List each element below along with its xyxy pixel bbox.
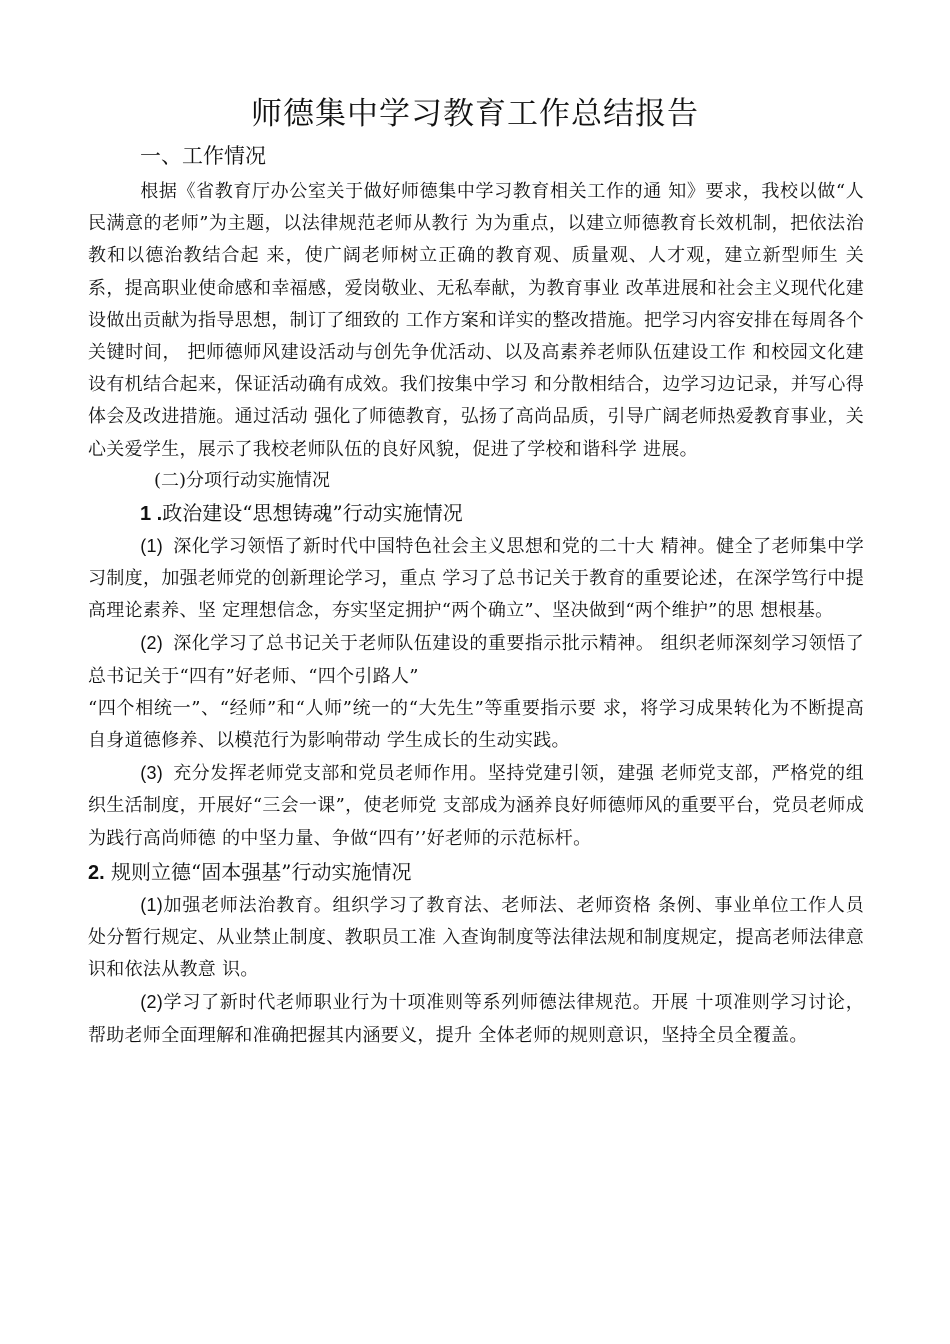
point-text: 深化学习了总书记关于老师队伍建设的重要指示批示精神。 组织老师深刻学习领悟了总书记关于“四有”好老师、“四个引路人” xyxy=(88,633,864,687)
point-text: 深化学习领悟了新时代中国特色社会主义思想和党的二十大 精神。健全了老师集中学习制度，加强老师党的创新理论学习，重点 学习了总书记关于教育的重要论述，在深学笃行中提高理论素养、坚 定理想信念，夯实坚定拥护“两个确立”、坚决做到“两个维护”的思 想根基。 xyxy=(88,535,864,622)
point-paragraph xyxy=(88,627,864,692)
section-paragraph-overview: 根据《省教育厅办公室关于做好师德集中学习教育相关工作的通 知》要求，我校以做“人民满意的老师”为主题，以法律规范老师从教行 为为重点，以建立师德教育长效机制，把依法治教和以德治教结合起 来，使广阔老师树立正确的教育观、质量观、人才观，建立新型师生 关系，提高职业使命感和幸福感，爱岗敬业、无私奉献，为教育事业 改革进展和社会主义现代化建设做出贡献为指导思想，制订了细致的 工作方案和详实的整改措施。把学习内容安排在每周各个关键时间， 把师德师风建设活动与创先争优活动、以及高素养老师队伍建设工作 和校园文化建设有机结合起来，保证活动确有成效。我们按集中学习 和分散相结合，边学习边记录，并写心得体会及改进措施。通过活动 强化了师德教育，弘扬了高尚品质，引导广阔老师热爱教育事业，关 心关爱学生，展示了我校老师队伍的良好风貌，促进了学校和谐科学 进展。 xyxy=(88,181,864,460)
point-paragraph xyxy=(88,986,864,1051)
document-body xyxy=(88,140,864,1052)
point-paragraph xyxy=(88,757,864,855)
item-heading-rules xyxy=(88,855,864,889)
point-marker: (3) xyxy=(140,763,164,784)
point-text: 加强老师法治教育。组织学习了教育法、老师法、老师资格 条例、事业单位工作人员处分暂行规定、从业禁止制度、教职员工准 入查询制度等法律法规和制度规定，提高老师法律意识和依法从教意 识。 xyxy=(88,894,864,981)
point-paragraph xyxy=(88,889,864,987)
item-heading-political xyxy=(88,496,864,530)
item-number: 2. xyxy=(88,861,105,884)
point-marker: (2) xyxy=(140,992,164,1013)
item-number: 1 . xyxy=(140,502,163,525)
point-marker: (2) xyxy=(140,633,164,654)
point-text: 学习了新时代老师职业行为十项准则等系列师德法律规范。开展 十项准则学习讨论，帮助老师全面理解和准确把握其内涵要义，提升 全体老师的规则意识，坚持全员全覆盖。 xyxy=(88,992,864,1046)
document-title: 师德集中学习教育工作总结报告 xyxy=(251,96,699,132)
item-heading-text: 政治建设“思想铸魂”行动实施情况 xyxy=(162,500,463,525)
subsection-heading: (二)分项行动实施情况 xyxy=(154,469,331,491)
point-marker: (1) xyxy=(140,894,164,915)
item-heading-text: 规则立德“固本强基”行动实施情况 xyxy=(111,859,412,884)
section-heading-work-status: 一、工作情况 xyxy=(140,144,266,168)
point-text: “四个相统一”、“经师”和“人师”统一的“大先生”等重要指示要 求，将学习成果转化为不断提高自身道德修养、以模范行为影响带动 学生成长的生动实践。 xyxy=(88,697,864,752)
point-paragraph xyxy=(88,530,864,628)
point-marker: (1) xyxy=(140,535,164,556)
point-paragraph-continued xyxy=(88,693,864,757)
point-text: 充分发挥老师党支部和党员老师作用。坚持党建引领，建强 老师党支部，严格党的组织生活制度，开展好“三会一课”，使老师党 支部成为涵养良好师德师风的重要平台，党员老师成为践行高尚师德 的中坚力量、争做“四有’’好老师的示范标杆。 xyxy=(88,763,864,849)
